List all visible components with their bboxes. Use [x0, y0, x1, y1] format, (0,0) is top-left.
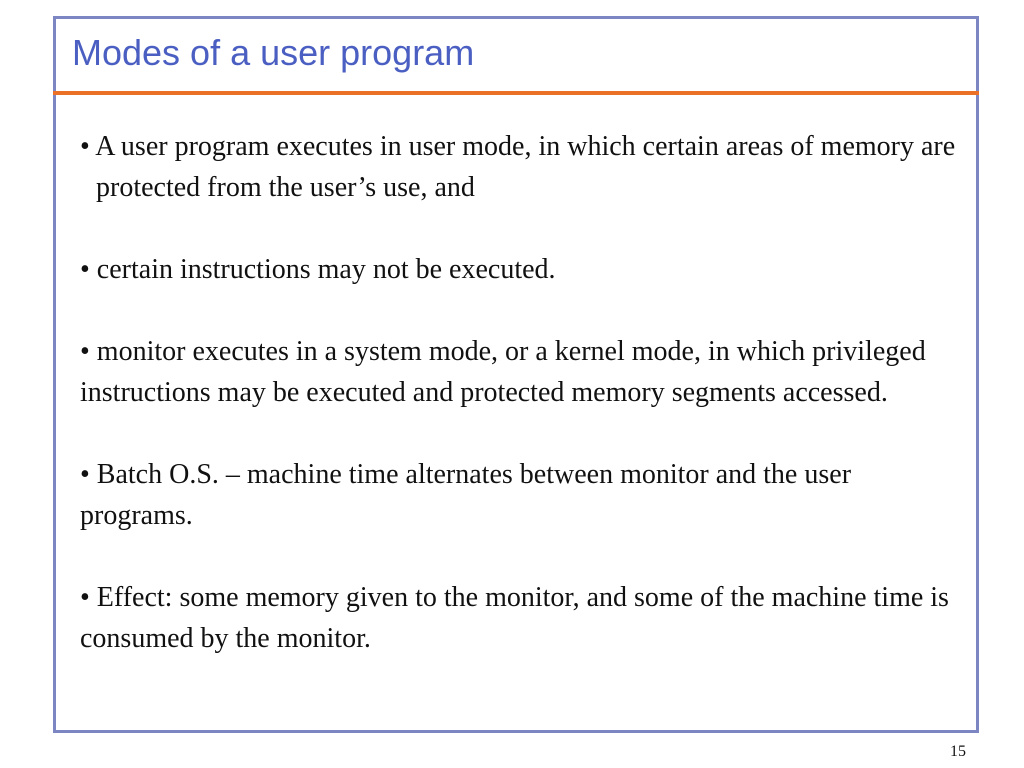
bullet-item: • Effect: some memory given to the monitor, and some of the machine time is consumed by the monitor. — [80, 582, 949, 654]
slide-title: Modes of a user program — [72, 32, 475, 73]
bullet-item: • Batch O.S. – machine time alternates between monitor and the user programs. — [80, 459, 852, 531]
bullet-item: • monitor executes in a system mode, or a kernel mode, in which privileged instructions may be executed and protected memory segments accessed. — [80, 336, 926, 408]
page-number: 15 — [950, 743, 966, 760]
slide-body — [80, 126, 960, 659]
title-divider — [53, 91, 979, 95]
bullet-item: • certain instructions may not be executed. — [80, 254, 556, 285]
bullet-item: • A user program executes in user mode, in which certain areas of memory are protected from the user’s use, and — [80, 131, 956, 203]
